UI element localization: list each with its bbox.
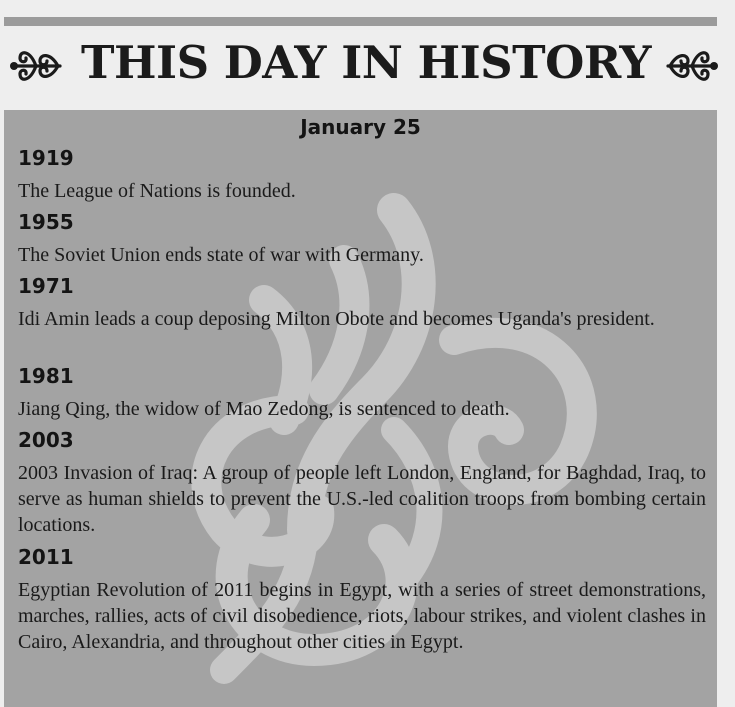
date-heading: January 25	[300, 115, 421, 139]
event-description: Egyptian Revolution of 2011 begins in Egypt, with a series of street demonstrations, marches, rallies, acts of civil disobedience, riots, labour strikes, and violent clashes in Cairo, Alexandria, and throughout other cities in Egypt.	[18, 579, 706, 653]
event-description: 2003 Invasion of Iraq: A group of people left London, England, for Baghdad, Iraq, to serve as human shields to prevent the U.S.-led coalition troops from bombing certain locations.	[18, 462, 706, 536]
event-description: Jiang Qing, the widow of Mao Zedong, is sentenced to death.	[18, 398, 510, 420]
top-rule	[4, 17, 717, 26]
event-year: 1955	[18, 210, 74, 234]
event-description: The League of Nations is founded.	[18, 180, 296, 202]
event-year: 2003	[18, 428, 74, 452]
event-year: 1919	[18, 146, 74, 170]
event-year: 2011	[18, 545, 74, 569]
history-panel	[4, 110, 717, 707]
page-title: THIS DAY IN HISTORY	[81, 36, 651, 89]
event-year: 1981	[18, 364, 74, 388]
flourish-icon	[6, 44, 64, 88]
event-description: The Soviet Union ends state of war with Germany.	[18, 244, 424, 266]
event-year: 1971	[18, 274, 74, 298]
event-description: Idi Amin leads a coup deposing Milton Obote and becomes Uganda's president.	[18, 308, 655, 330]
flourish-icon	[664, 44, 722, 88]
